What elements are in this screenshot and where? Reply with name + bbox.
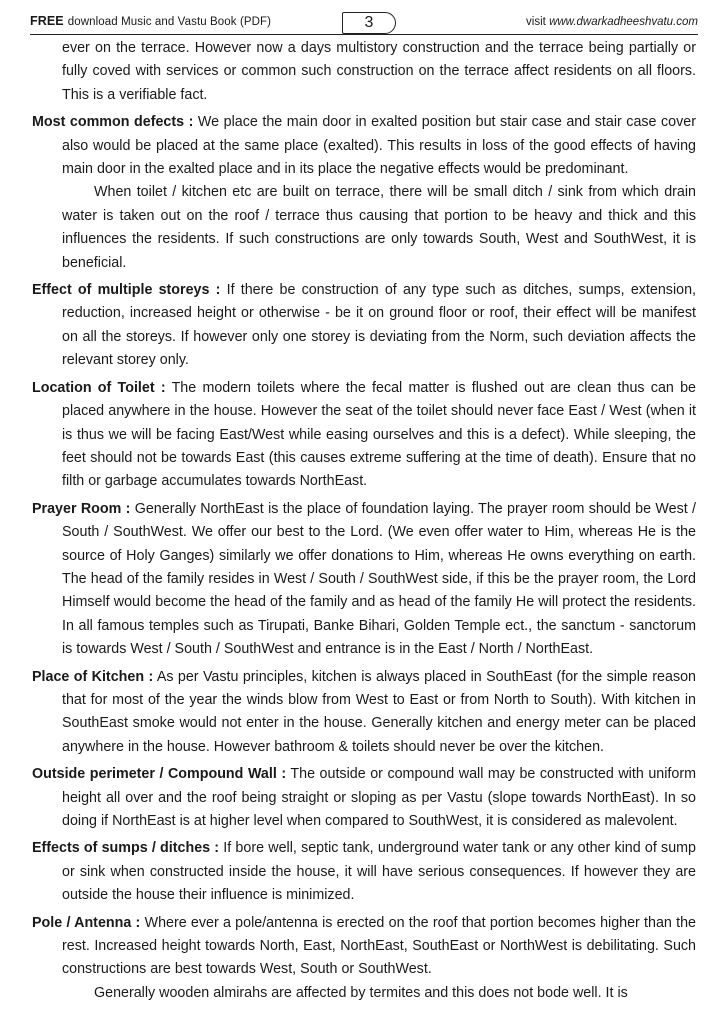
page-number: 3	[342, 12, 396, 34]
paragraph-text: If bore well, septic tank, underground water tank or any other kind of sump or sink when constructed inside the house, it will have serious consequences. If however they are outside the house their influence is minimized.	[62, 840, 696, 904]
paragraph-heading: Most common defects :	[32, 114, 194, 131]
page-body	[32, 37, 696, 1005]
paragraph-heading: Prayer Room :	[32, 500, 131, 517]
header-divider	[30, 34, 698, 35]
paragraph-terrace-continued	[32, 37, 696, 107]
header-download-text: download Music and Vastu Book (PDF)	[67, 16, 272, 28]
paragraph-heading: Pole / Antenna :	[32, 914, 141, 931]
paragraph-text: ever on the terrace. However now a days multistory construction and the terrace being partially or fully coved with services or common such construction on the terrace affect residents on all floors. This is a verifiable fact.	[62, 40, 696, 103]
paragraph-text: As per Vastu principles, kitchen is always placed in SouthEast (for the simple reason that for most of the year the winds blow from West to East or from North to South). With kitchen in SouthEast smoke would not enter in the house. Generally kitchen and energy meter can be placed anywhere in the house. However bathroom & toilets should never be over the kitchen.	[62, 668, 696, 755]
paragraph-text: If there be construction of any type such as ditches, sumps, extension, reduction, increased height or otherwise - be it on ground floor or roof, their effect will be manifest on all the storeys. If however only one storey is deviating from the Norm, such deviation affects the relevant storey only.	[62, 282, 696, 369]
header-download-note	[30, 14, 271, 28]
paragraph-sumps-ditches	[32, 837, 696, 907]
paragraph-heading: Effects of sumps / ditches :	[32, 840, 220, 857]
paragraph-prayer-room	[32, 498, 696, 662]
header-visit-note	[526, 16, 698, 28]
paragraph-text: The modern toilets where the fecal matter is flushed out are clean thus can be placed anywhere in the house. However the seat of the toilet should never face East / West (when it is thus we will be facing East/West while easing ourselves and this is a defect). While sleeping, the feet should not be towards East (this causes extreme suffering at the time of death). Ensure that no filth or garbage accumulates towards NorthEast.	[62, 379, 696, 490]
paragraph-common-defects	[32, 111, 696, 181]
paragraph-wooden-almirahs	[32, 982, 696, 1005]
paragraph-toilet-kitchen-terrace	[32, 181, 696, 275]
paragraph-text: Generally wooden almirahs are affected by termites and this does not bode well. It is	[94, 984, 628, 1001]
paragraph-location-toilet	[32, 377, 696, 494]
paragraph-text: Generally NorthEast is the place of foundation laying. The prayer room should be West / South / SouthWest. We offer our best to the Lord. (We even offer water to Him, whereas He is the source of Holy Ganges) similarly we offer donations to Him, whereas He owns everything on earth. The head of the family resides in West / South / SouthWest side, if this be the prayer room, the Lord Himself would become the head of the family and as head of the family He will protect the residents. In all famous temples such as Tirupati, Banke Bihari, Golden Temple ect., the sanctum - sanctorum is towards West / South / SouthWest and entrance is in the East / North / NorthEast.	[62, 500, 696, 658]
header-free-label: FREE	[30, 14, 64, 28]
paragraph-text: Where ever a pole/antenna is erected on the roof that portion becomes higher than the rest. Increased height towards North, East, NorthEast, SouthEast or NorthWest is debilitating. Such constructions are best towards West, South or SouthWest.	[62, 914, 697, 978]
paragraph-heading: Outside perimeter / Compound Wall :	[32, 766, 287, 783]
paragraph-place-kitchen	[32, 666, 696, 760]
paragraph-heading: Place of Kitchen :	[32, 668, 154, 685]
paragraph-text: We place the main door in exalted position but stair case and stair case cover also would be placed at the same place (exalted). This results in loss of the good effects of having main door in the exalted place and in its place the negative effects would be predominant.	[62, 114, 696, 178]
paragraph-text: The outside or compound wall may be constructed with uniform height all over and the roof being straight or sloping as per Vastu (slope towards NorthEast). In so doing if NorthEast is at higher level when compared to SouthWest, it is considered as malevolent.	[62, 766, 696, 829]
paragraph-heading: Effect of multiple storeys :	[32, 282, 221, 299]
paragraph-multiple-storeys	[32, 279, 696, 373]
paragraph-pole-antenna	[32, 912, 696, 982]
header-website-link[interactable]: www.dwarkadheeshvatu.com	[549, 16, 698, 28]
paragraph-text: When toilet / kitchen etc are built on terrace, there will be small ditch / sink from which drain water is taken out on the roof / terrace thus causing that portion to be heavy and thick and this influences the residents. If such constructions are only towards South, West and SouthWest, it is beneficial.	[62, 184, 696, 271]
paragraph-compound-wall	[32, 763, 696, 833]
header-visit-label: visit	[526, 16, 546, 28]
page-header	[0, 0, 728, 36]
paragraph-heading: Location of Toilet :	[32, 379, 166, 396]
